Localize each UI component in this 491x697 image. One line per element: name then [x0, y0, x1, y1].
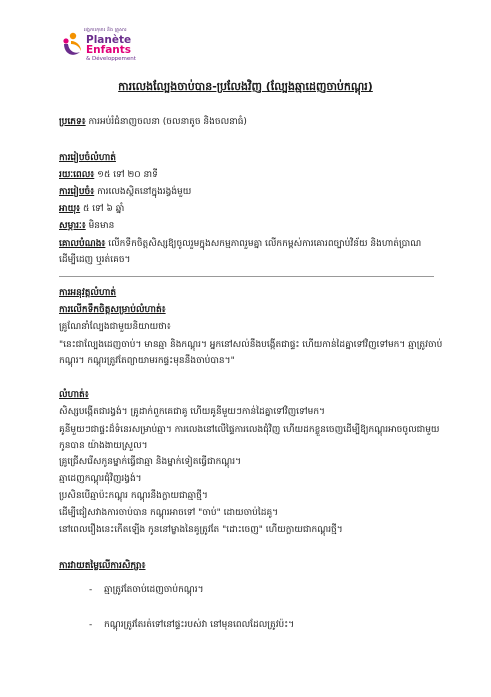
rule-item: ឆ្មាត្រូវតែចាប់ដេញចាប់កណ្ដុរ។: [104, 585, 204, 595]
bullet-dash: -: [89, 585, 93, 595]
logo-line-planete: Planète: [86, 34, 132, 46]
step-item: ប្រសិនបើឆ្មាប៉ះកណ្ដុរ កណ្ដុរនឹងក្លាយជាឆ្មាថ្មី។: [59, 491, 208, 501]
type-value: ការអប់រំជំនាញចលនា (ចលនាតូច និងចលនាធំ): [88, 117, 247, 127]
step-item: នៅពេលរឿងនេះកើតឡើង កូននៅម្ខាងនៃគូត្រូវតែ "ដោះចេញ" ហើយក្លាយជាកណ្ដុរថ្មី។: [59, 525, 343, 535]
material-value: មិនមាន: [88, 221, 115, 231]
step-item: គូនីមួយៗជាផ្ទះដ៏ទំនេរសម្រាប់ឆ្មា។ ការលេងនៅលើផ្ទៃការលេងជុំវិញ ហើយដកខ្លួនចេញដើម្បីឱ្យកណ្ដុរអាចចូលជាមួយកូនបាន យ៉ាងងាយស្រួល។: [59, 425, 440, 451]
prep-heading: ការរៀបចំលំហាត់: [59, 153, 116, 163]
logo-line-developpement: & Développement: [86, 56, 136, 62]
age-value: ៥ ទៅ ៦ ឆ្នាំ: [82, 204, 125, 214]
age-line: [59, 204, 124, 215]
section-divider: [59, 276, 434, 277]
setup-value: ការលេងស្ថិតនៅក្នុងរង្វង់មួយ: [97, 187, 192, 197]
logo-line-enfants: Enfants: [86, 44, 132, 56]
setup-line: [59, 187, 191, 198]
logo-tagline: អង្គការកុមារ និង គ្រួសារ: [84, 28, 127, 33]
type-line: [59, 117, 247, 128]
step-item: ដើម្បីជៀសវាងការចាប់បាន កណ្ដុរអាចទៅ "ចាប់" ដោយចាប់ដៃគូ។: [59, 508, 279, 518]
time-label: រយៈពេល៖: [59, 170, 95, 180]
rule-item: កណ្ដុរត្រូវតែរត់ទៅនៅផ្ទះរបស់វា នៅមុនពេលដែលត្រូវប៉ះ។: [104, 620, 295, 630]
bullet-dash: -: [89, 620, 93, 630]
intro-heading: ការលើកទឹកចិត្តសម្រាប់លំហាត់៖: [59, 305, 166, 315]
steps-heading: លំហាត់៖: [59, 390, 89, 400]
setup-label: ការរៀបចំ៖: [59, 187, 95, 197]
time-value: ១៥ ទៅ ២០ នាទី: [97, 170, 158, 180]
material-label: សម្ភារៈ៖: [59, 221, 86, 231]
goal-label: គោលបំណង៖: [59, 239, 106, 249]
type-label: ប្រភេទ៖: [59, 117, 86, 127]
step-item: ឆ្មាដេញកណ្ដុរជុំវិញរង្វង់។: [59, 474, 142, 484]
document-title: ការលេងល្បែងចាប់បាន-ប្រលែងវិញ (ល្បែងឆ្មាដេញចាប់កណ្ដុរ): [118, 80, 373, 93]
time-line: [59, 170, 158, 181]
goal-value: លើកទឹកចិត្តសិស្សឱ្យចូលរួមក្នុងសកម្មភាពរួមគ្នា លើកកម្ពស់ការគោរពច្បាប់វិន័យ និងហាត់ប្រាណដើម្បីដេញ ឬរត់គេច។: [59, 239, 422, 265]
intro-note: គ្រូណែនាំល្បែងជាមួយនិយាយថា៖: [59, 322, 171, 332]
age-label: អាយុ៖: [59, 204, 81, 214]
guide-heading: ការអនុវត្តលំហាត់: [59, 288, 117, 298]
step-item: គ្រូជ្រើសរើសកូនម្នាក់ធ្វើជាឆ្មា និងម្នាក់ទៀតធ្វើជាកណ្ដុរ។: [59, 457, 242, 467]
organization-logo: [62, 28, 182, 70]
material-line: [59, 221, 114, 232]
intro-quote: "នេះជាល្បែងដេញចាប់។ មានឆ្មា និងកណ្ដុរ។ អ្នកនៅសល់នឹងបង្កើតជាផ្ទះ ហើយកាន់ដៃគ្នាទៅវិញទៅមក។ ឆ្មាត្រូវចាប់កណ្ដុរ។ កណ្ដុរត្រូវតែព្យាយាមរកផ្ទះមុននឹងចាប់បាន។": [59, 340, 443, 366]
family-figures-icon: [62, 32, 84, 58]
rules-heading: ការវាយតម្លៃលើការសិក្សា៖: [59, 561, 146, 571]
step-item: សិស្សបង្កើតជារង្វង់។ គ្រូដាក់ពួកគេជាគូ ហើយគូនីមួយៗកាន់ដៃគ្នាទៅវិញទៅមក។: [59, 407, 325, 417]
goal-line: [59, 236, 444, 268]
